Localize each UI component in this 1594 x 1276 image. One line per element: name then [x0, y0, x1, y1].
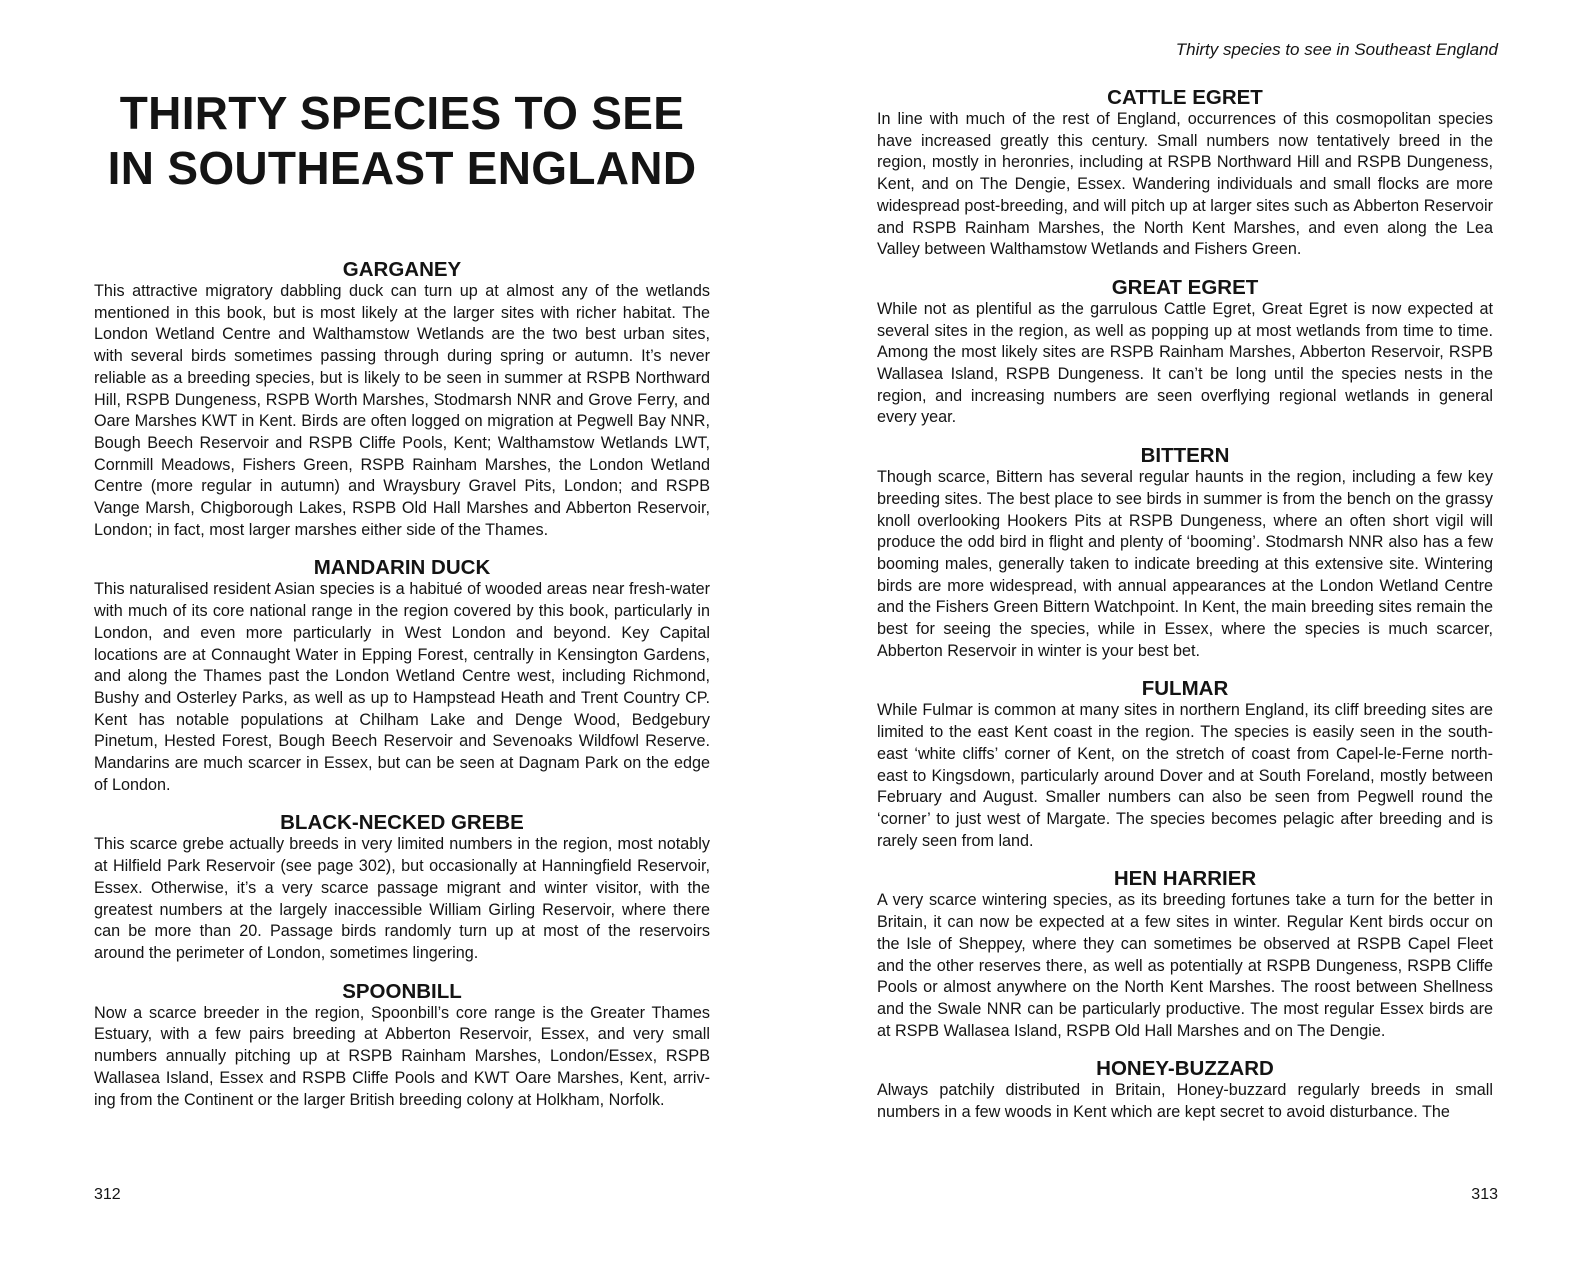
species-section-honey-buzzard: [877, 1057, 1493, 1123]
species-section-black-necked-grebe: [94, 811, 710, 964]
species-section-bittern: [877, 444, 1493, 662]
right-page: [797, 0, 1594, 1276]
species-body: This scarce grebe actually breeds in very limited numbers in the region, most notably at Hilfield Park Reservoir (see page 302), but occasionally at Hanningfield Reservoir, Essex. Otherwise, it’s a very scarce passage migrant and winter visitor, with the greatest numbers at the largely inaccessible William Girling Reservoir, where there can be more than 20. Passage birds randomly turn up at most of the reservoirs around the perimeter of London, sometimes lingering.: [94, 835, 710, 962]
species-body: A very scarce wintering species, as its breeding fortunes take a turn for the better in Britain, it can now be expected at a few sites in winter. Regular Kent birds occur on the Isle of Sheppey, where they can sometimes be observed at RSPB Capel Fleet and the other reserves there, as well as potentially at RSPB Dungeness, RSPB Cliffe Pools or almost anywhere on the North Kent Marshes. The roost between Shellness and the Swale NNR can be particularly productive. The most regular Essex birds are at RSPB Wallasea Island, RSPB Old Hall Marshes and on The Dengie.: [877, 891, 1493, 1040]
left-text-column: [94, 258, 710, 1126]
species-heading: HONEY-BUZZARD: [1096, 1057, 1274, 1081]
species-body: While not as plentiful as the garrulous Cattle Egret, Great Egret is now expected at several sites in the region, as well as popping up at most wetlands from time to time. Among the most likely sites are RSPB Rainham Marshes, Abberton Reservoir, RSPB Wallasea Island, RSPB Dungeness. It can’t be long until the species nests in the region, and increasing numbers are seen overflying regional wetlands in general every year.: [877, 299, 1493, 427]
species-section-spoonbill: [94, 980, 710, 1112]
species-heading: MANDARIN DUCK: [313, 556, 491, 580]
species-body: Though scarce, Bittern has several regular haunts in the region, including a few key breeding sites. The best place to see birds in summer is from the bench on the grassy knoll overlooking Hookers Pits at RSPB Dungeness, where an often short vigil will produce the odd bird in flight and plenty of ‘booming’. Stodmarsh NNR also has a few booming males, generally taken to indicate breeding at this extensive site. Wintering birds are more widespread, with annual appearances at the London Wetland Centre and the Fishers Green Bittern Watchpoint. In Kent, the main breeding sites remain the best for seeing the species, while in Essex, where the species is much scarcer, Abberton Reservoir in winter is your best bet.: [877, 468, 1493, 660]
right-text-column: [877, 86, 1493, 1139]
species-heading: GREAT EGRET: [1111, 275, 1259, 299]
species-section-mandarin-duck: [94, 556, 710, 796]
species-heading: FULMAR: [1141, 677, 1229, 701]
chapter-title: THIRTY SPECIES TO SEE IN SOUTHEAST ENGLAND: [107, 87, 697, 194]
species-heading: HEN HARRIER: [1113, 867, 1257, 891]
species-body: In line with much of the rest of England, occurrences of this cosmopolitan species have increased greatly this century. Small numbers now tentatively breed in the region, mostly in heronries, including at RSPB Northward Hill and RSPB Dungeness, Kent, and on The Dengie, Essex. Wandering individuals and small flocks are more widespread post-breeding, and will pitch up at larger sites such as Abberton Reservoir and RSPB Rainham Marshes, the North Kent Marshes, and even along the Lea Valley between Walthamstow Wetlands and Fishers Green.: [877, 110, 1493, 259]
species-heading: BLACK-NECKED GREBE: [280, 811, 524, 835]
species-heading: BITTERN: [1140, 444, 1230, 468]
species-heading: GARGANEY: [342, 258, 462, 281]
species-section-hen-harrier: [877, 867, 1493, 1042]
species-body: Now a scarce breeder in the region, Spoonbill’s core range is the Greater Thames Estuary, with a few pairs breeding at Abberton Reservoir, Essex, and very small numbers annually pitching up at RSPB Rainham Marshes, London/Essex, RSPB Wallasea Island, Essex and RSPB Cliffe Pools and KWT Oare Marshes, Kent, arriv-ing from the Continent or the larger British breeding colony at Holkham, Norfolk.: [94, 1003, 710, 1109]
species-heading: CATTLE EGRET: [1107, 86, 1263, 109]
species-section-great-egret: [877, 276, 1493, 429]
running-head: Thirty species to see in Southeast England: [1175, 40, 1498, 59]
species-body: While Fulmar is common at many sites in northern England, its cliff breeding sites are limited to the east Kent coast in the region. The species is easily seen in the south-east ‘white cliffs’ corner of Kent, on the stretch of coast from Capel-le-Ferne north-east to Kingsdown, particularly around Dover and at South Foreland, mostly between February and August. Smaller numbers can also be seen from Pegwell round the ‘corner’ to just west of Margate. The species becomes pelagic after breeding and is rarely seen from land.: [877, 701, 1493, 850]
species-heading: SPOONBILL: [342, 979, 462, 1003]
page-number-right: 313: [1471, 1186, 1498, 1203]
species-body: Always patchily distributed in Britain, Honey-buzzard regularly breeds in small numbers in a few woods in Kent which are kept secret to avoid disturbance. The: [877, 1081, 1493, 1122]
species-section-garganey: [94, 258, 710, 541]
species-section-fulmar: [877, 677, 1493, 852]
species-body: This attractive migratory dabbling duck can turn up at almost any of the wetlands mentioned in this book, but is most likely at the larger sites with richer habitat. The London Wetland Centre and Walthamstow Wetlands are the two best urban sites, with several birds sometimes passing through during spring or autumn. It’s never reliable as a breeding species, but is likely to be seen in summer at RSPB Northward Hill, RSPB Dungeness, RSPB Worth Marshes, Stodmarsh NNR and Grove Ferry, and Oare Marshes KWT in Kent. Birds are often logged on migration at Pegwell Bay NNR, Bough Beech Reservoir and RSPB Cliffe Pools, Kent; Walthamstow Wetlands LWT, Cornmill Meadows, Fishers Green, RSPB Rainham Marshes, the London Wetland Centre (more regular in autumn) and Wraysbury Gravel Pits, London; and RSPB Vange Marsh, Chigborough Lakes, RSPB Old Hall Marshes and Abberton Reservoir, London; in fact, most larger marshes either side of the Thames.: [94, 282, 710, 539]
species-body: This naturalised resident Asian species is a habitué of wooded areas near fresh-water with much of its core national range in the region covered by this book, particularly in London, and even more particularly in West London and beyond. Key Capital locations are at Connaught Water in Epping Forest, centrally in Kensington Gardens, and along the Thames past the London Wetland Centre west, including Richmond, Bushy and Osterley Parks, as well as up to Hampstead Heath and Trent Country CP. Kent has notable populations at Chilham Lake and Denge Wood, Bedgebury Pinetum, Hested Forest, Bough Beech Reservoir and Sevenoaks Wildfowl Reserve. Mandarins are much scarcer in Essex, but can be seen at Dagnam Park on the edge of London.: [94, 580, 710, 794]
page-number-left: 312: [94, 1186, 121, 1203]
species-section-cattle-egret: [877, 86, 1493, 261]
